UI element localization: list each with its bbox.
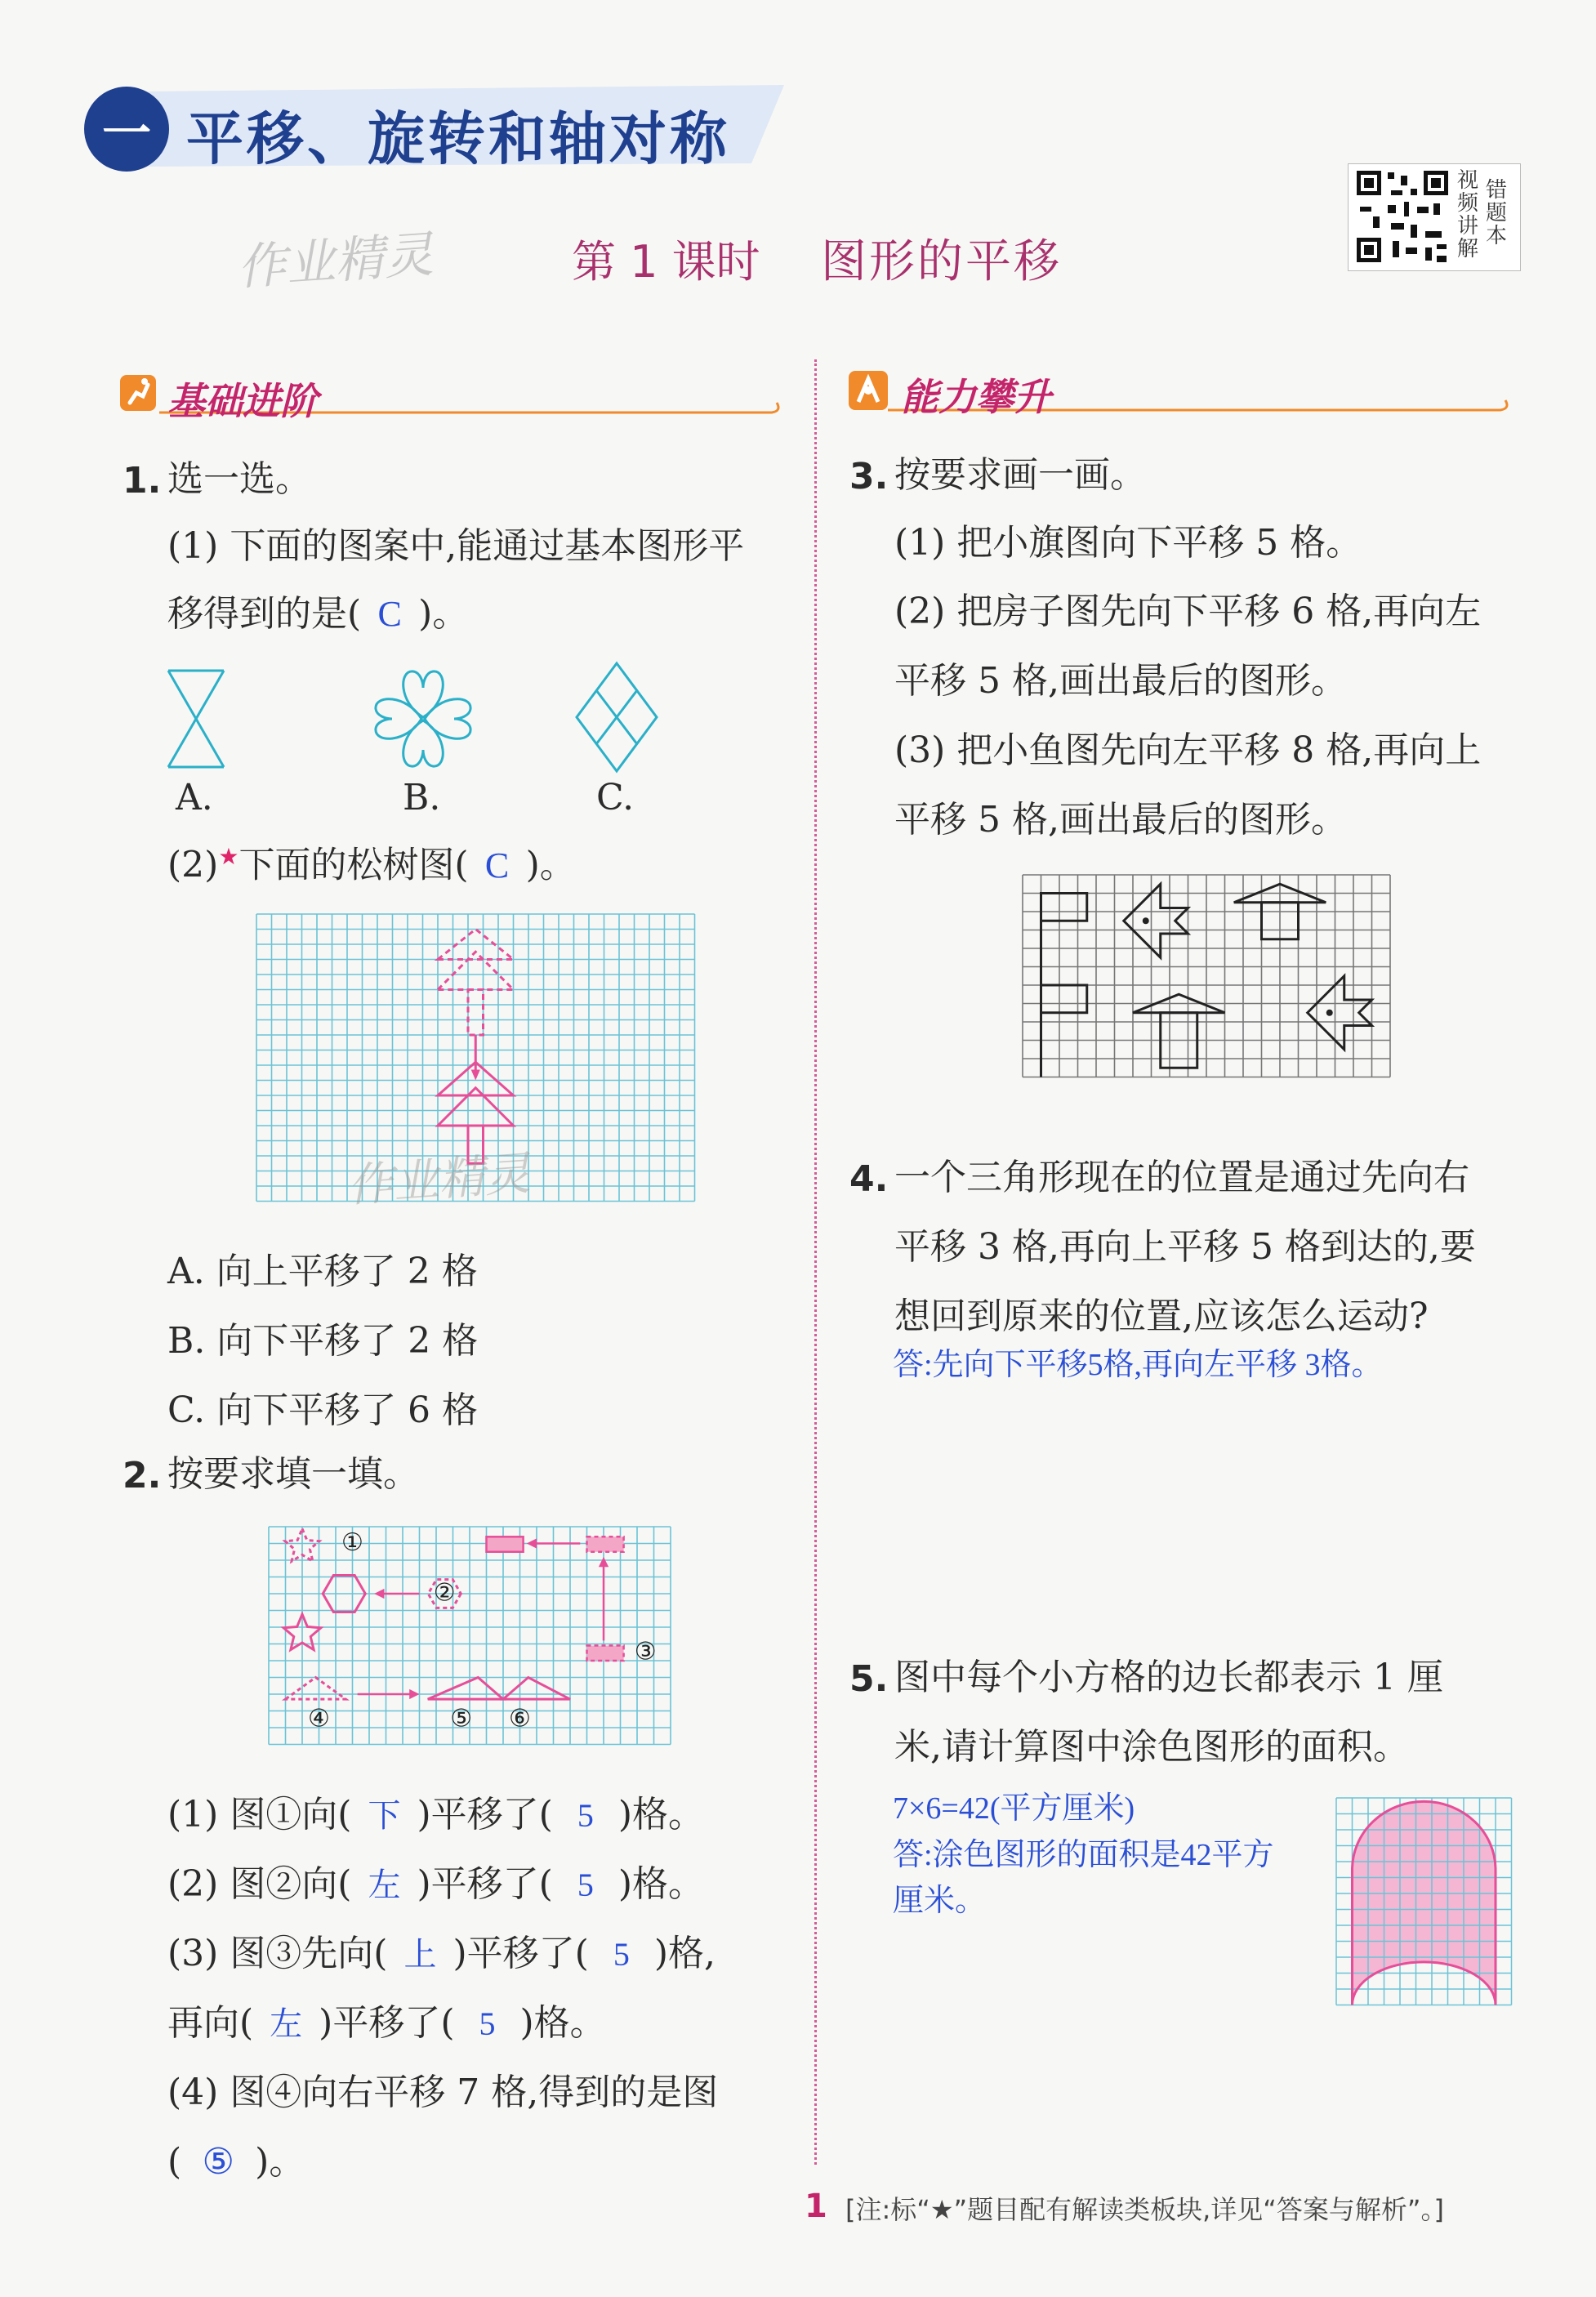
- qr-code-icon[interactable]: [1352, 166, 1454, 268]
- lesson-label: 第 1 课时: [572, 236, 760, 288]
- page-number: 1: [805, 2188, 827, 2225]
- q4-number: 4.: [849, 1158, 889, 1200]
- footer-note: [注:标“★”题目配有解读类板块,详见“答案与解析”。]: [845, 2194, 1444, 2225]
- triangle-shape: [286, 1678, 346, 1700]
- q2-title: 按要求填一填。: [167, 1453, 419, 1495]
- unit-banner: [82, 82, 784, 172]
- q1-part2-post: )。: [525, 844, 576, 886]
- q5-answer-line1[interactable]: 答:涂色图形的面积是42平方: [893, 1838, 1274, 1872]
- choice-c: C. 向下平移了 6 格: [167, 1389, 479, 1431]
- fish-eye: [1143, 917, 1149, 924]
- watermark: 作业精灵: [235, 225, 435, 297]
- q3-line4: (3) 把小鱼图先向左平移 8 格,再向上: [894, 729, 1482, 771]
- fill-text: )格,: [653, 1933, 716, 1974]
- fill-text: (3) 图③先向(: [167, 1933, 388, 1974]
- dashed-tree-mid: [438, 952, 514, 989]
- q5-answer-line2[interactable]: 厘米。: [893, 1884, 987, 1918]
- fill-answer[interactable]: 5: [577, 1867, 594, 1903]
- shape-label: ②: [433, 1578, 456, 1608]
- fill-text: (2) 图②向(: [167, 1863, 352, 1905]
- fill-text: (1) 图①向(: [167, 1794, 352, 1835]
- q4-line3: 想回到原来的位置,应该怎么运动?: [894, 1296, 1429, 1337]
- qr-block[interactable]: [1348, 163, 1521, 271]
- option-b-label: B.: [403, 777, 441, 818]
- hourglass-figure: [163, 666, 229, 772]
- translation-grid: [265, 1523, 690, 1760]
- q1-part1-pre: 移得到的是(: [167, 593, 362, 635]
- dashed-tree-trunk: [468, 990, 484, 1036]
- choice-a: A. 向上平移了 2 格: [167, 1251, 478, 1292]
- q3-line2: (2) 把房子图先向下平移 6 格,再向左: [894, 591, 1482, 632]
- q3-line3: 平移 5 格,画出最后的图形。: [894, 660, 1347, 702]
- q2-number: 2.: [123, 1455, 162, 1496]
- q2-fill-2: [167, 1863, 704, 1905]
- section-title-right: 能力攀升: [901, 375, 1051, 419]
- fill-answer[interactable]: 左: [368, 1867, 401, 1903]
- fill-text: )平移了(: [417, 1863, 553, 1905]
- fill-text: )平移了(: [319, 2002, 455, 2044]
- q3-line1: (1) 把小旗图向下平移 5 格。: [894, 522, 1362, 564]
- shaded-area-grid: [1333, 1795, 1513, 2015]
- section-header-right: [847, 368, 1513, 417]
- q4-answer[interactable]: 答:先向下平移5格,再向左平移 3格。: [893, 1348, 1383, 1382]
- star-icon: ★: [218, 843, 239, 870]
- q2-fill-1: [167, 1794, 704, 1835]
- shape-label: ④: [308, 1704, 330, 1733]
- fill-text: )格。: [617, 1863, 704, 1905]
- q3-line5: 平移 5 格,画出最后的图形。: [894, 799, 1347, 841]
- q5-line1: 图中每个小方格的边长都表示 1 厘: [894, 1657, 1443, 1698]
- flag-shape: [1041, 985, 1087, 1077]
- fill-answer[interactable]: ⑤: [202, 2142, 234, 2182]
- triangle-shape: [428, 1678, 503, 1700]
- fill-answer[interactable]: 5: [479, 2005, 496, 2042]
- q1-part2-pre: (2): [167, 844, 219, 886]
- fill-text: )格。: [519, 2002, 606, 2044]
- clover-figure: [366, 662, 480, 776]
- fish-eye: [1326, 1010, 1333, 1016]
- qr-side-text: 视频讲解: [1457, 168, 1479, 261]
- q1-part2-text: 下面的松树图(: [239, 844, 469, 886]
- q2-fill-3b: [167, 2002, 606, 2044]
- q2-fill-4-line1: (4) 图④向右平移 7 格,得到的是图: [167, 2072, 719, 2113]
- q2-fill-4-line2: [167, 2141, 305, 2183]
- solid-tree-mid: [438, 1088, 514, 1126]
- shape-label: ③: [634, 1637, 657, 1666]
- fill-text: )平移了(: [417, 1794, 553, 1835]
- rectangle-shape: [587, 1646, 624, 1661]
- q1-part1-post: )。: [418, 593, 469, 635]
- lesson-title: 图形的平移: [821, 235, 1062, 288]
- fill-text: (: [167, 2141, 182, 2183]
- watermark-grid: 作业精灵: [346, 1147, 533, 1213]
- fill-answer[interactable]: 下: [368, 1797, 401, 1834]
- fill-text: )格。: [617, 1794, 704, 1835]
- climb-icon: [847, 369, 889, 412]
- section-title-left: 基础进阶: [167, 379, 318, 423]
- runner-icon: [118, 373, 158, 413]
- section-header-left: [118, 372, 784, 421]
- q2-fill-3: [167, 1933, 716, 1974]
- q1-title: 选一选。: [167, 458, 311, 500]
- q5-line2: 米,请计算图中涂色图形的面积。: [894, 1726, 1409, 1768]
- fill-text: )。: [255, 2141, 305, 2183]
- q3-title: 按要求画一画。: [894, 454, 1146, 496]
- fill-text: )平移了(: [452, 1933, 589, 1974]
- q1-part1-line2: [167, 593, 469, 635]
- option-c-label: C.: [596, 777, 635, 818]
- fill-answer[interactable]: 左: [270, 2005, 303, 2042]
- choice-b: B. 向下平移了 2 格: [167, 1320, 479, 1362]
- shape-label: ⑥: [509, 1704, 531, 1733]
- qr-side-text-2: 错题本: [1486, 178, 1508, 248]
- shape-label: ①: [341, 1528, 363, 1557]
- move-arrow-head: [599, 1557, 609, 1567]
- fill-answer[interactable]: 5: [613, 1936, 630, 1973]
- rectangle-shape: [487, 1537, 524, 1551]
- shape-label: ⑤: [450, 1704, 473, 1733]
- rectangle-shape: [587, 1537, 624, 1551]
- move-arrow-head: [471, 1070, 480, 1081]
- q3-number: 3.: [849, 456, 889, 497]
- move-arrow-head: [527, 1538, 537, 1548]
- q1-part1-line1: (1) 下面的图案中,能通过基本图形平: [167, 525, 745, 567]
- q1-number: 1.: [123, 460, 162, 502]
- option-a-label: A.: [176, 777, 213, 818]
- fill-answer[interactable]: 5: [577, 1797, 594, 1834]
- move-arrow-head: [409, 1689, 419, 1699]
- drawing-grid: [1019, 872, 1395, 1092]
- diamond-figure: [572, 660, 662, 774]
- q1-part1-answer[interactable]: C: [377, 594, 402, 634]
- q1-part2-line: [167, 845, 576, 884]
- q5-number: 5.: [849, 1658, 889, 1700]
- move-arrow-head: [374, 1589, 384, 1599]
- q1-part2-answer[interactable]: C: [484, 845, 510, 885]
- fill-text: 再向(: [167, 2002, 254, 2044]
- q5-calc[interactable]: 7×6=42(平方厘米): [893, 1791, 1135, 1826]
- q4-line1: 一个三角形现在的位置是通过先向右: [894, 1157, 1469, 1198]
- q4-line2: 平移 3 格,再向上平移 5 格到达的,要: [894, 1226, 1476, 1268]
- column-divider: [814, 359, 817, 2165]
- fill-answer[interactable]: 上: [403, 1936, 437, 1973]
- unit-title: 平移、旋转和轴对称: [186, 105, 730, 172]
- unit-number: 一: [102, 105, 151, 163]
